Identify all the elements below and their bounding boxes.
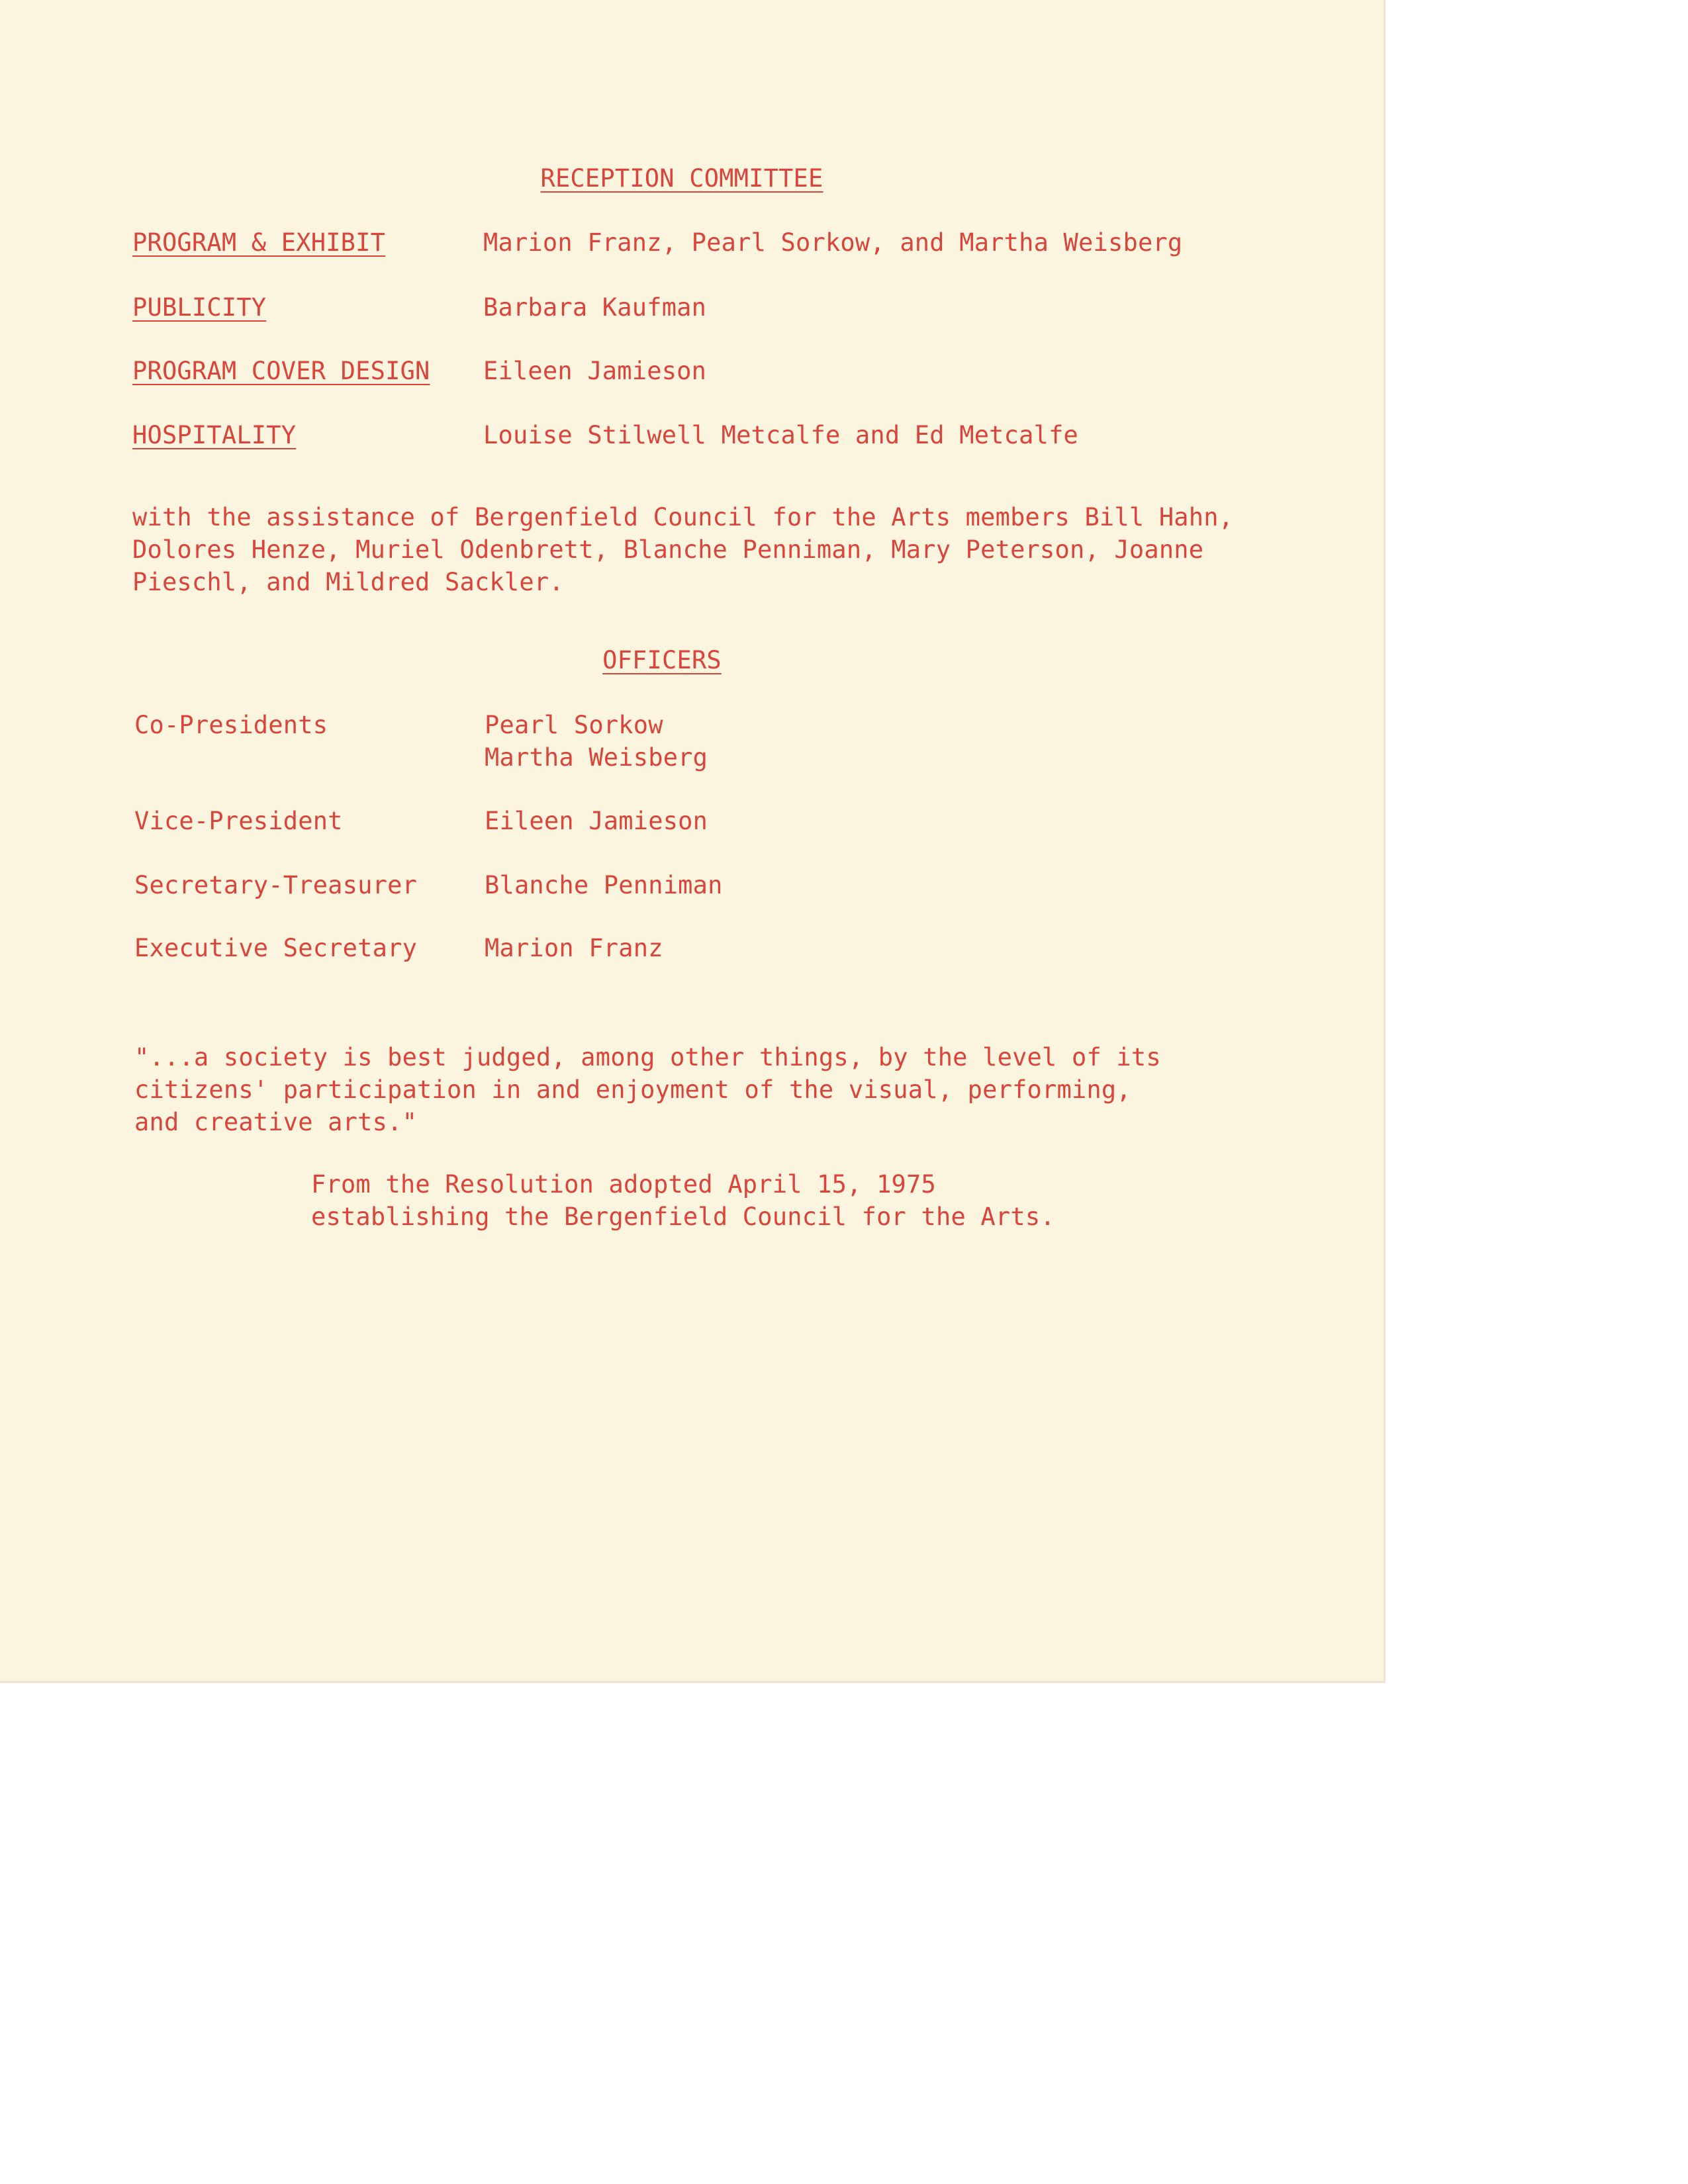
assistance-line-2: Dolores Henze, Muriel Odenbrett, Blanche Penniman, Mary Peterson, Joanne: [132, 535, 1204, 564]
committee-label-program-exhibit: PROGRAM & EXHIBIT: [132, 228, 386, 257]
assistance-line-1: with the assistance of Bergenfield Council for the Arts members Bill Hahn,: [132, 503, 1234, 531]
committee-label-cover-design: PROGRAM COVER DESIGN: [132, 357, 430, 385]
officer-value-executive-secretary: Marion Franz: [485, 934, 663, 962]
officers-heading: OFFICERS: [602, 646, 722, 674]
committee-value-hospitality: Louise Stilwell Metcalfe and Ed Metcalfe: [483, 421, 1079, 449]
reception-committee-heading: RECEPTION COMMITTEE: [540, 164, 823, 193]
officer-label-secretary-treasurer: Secretary-Treasurer: [134, 871, 418, 899]
quote-source-line-1: From the Resolution adopted April 15, 1975: [311, 1170, 936, 1199]
officer-value-co-president-1: Pearl Sorkow: [485, 711, 663, 739]
assistance-line-3: Pieschl, and Mildred Sackler.: [132, 568, 564, 596]
quote-line-2: citizens' participation in and enjoyment of the visual, performing,: [134, 1075, 1131, 1104]
committee-value-publicity: Barbara Kaufman: [483, 293, 707, 322]
officer-label-executive-secretary: Executive Secretary: [134, 934, 418, 962]
officer-value-vice-president: Eileen Jamieson: [485, 807, 708, 835]
quote-line-3: and creative arts.": [134, 1108, 418, 1136]
officer-value-co-president-2: Martha Weisberg: [485, 743, 708, 772]
officer-label-co-presidents: Co-Presidents: [134, 711, 328, 739]
quote-line-1: "...a society is best judged, among other things, by the level of its: [134, 1043, 1161, 1071]
committee-label-hospitality: HOSPITALITY: [132, 421, 297, 449]
officer-value-secretary-treasurer: Blanche Penniman: [485, 871, 723, 899]
officer-label-vice-president: Vice-President: [134, 807, 343, 835]
committee-value-program-exhibit: Marion Franz, Pearl Sorkow, and Martha Weisberg: [483, 228, 1183, 257]
quote-source-line-2: establishing the Bergenfield Council for the Arts.: [311, 1203, 1055, 1231]
committee-label-publicity: PUBLICITY: [132, 293, 267, 322]
committee-value-cover-design: Eileen Jamieson: [483, 357, 707, 385]
